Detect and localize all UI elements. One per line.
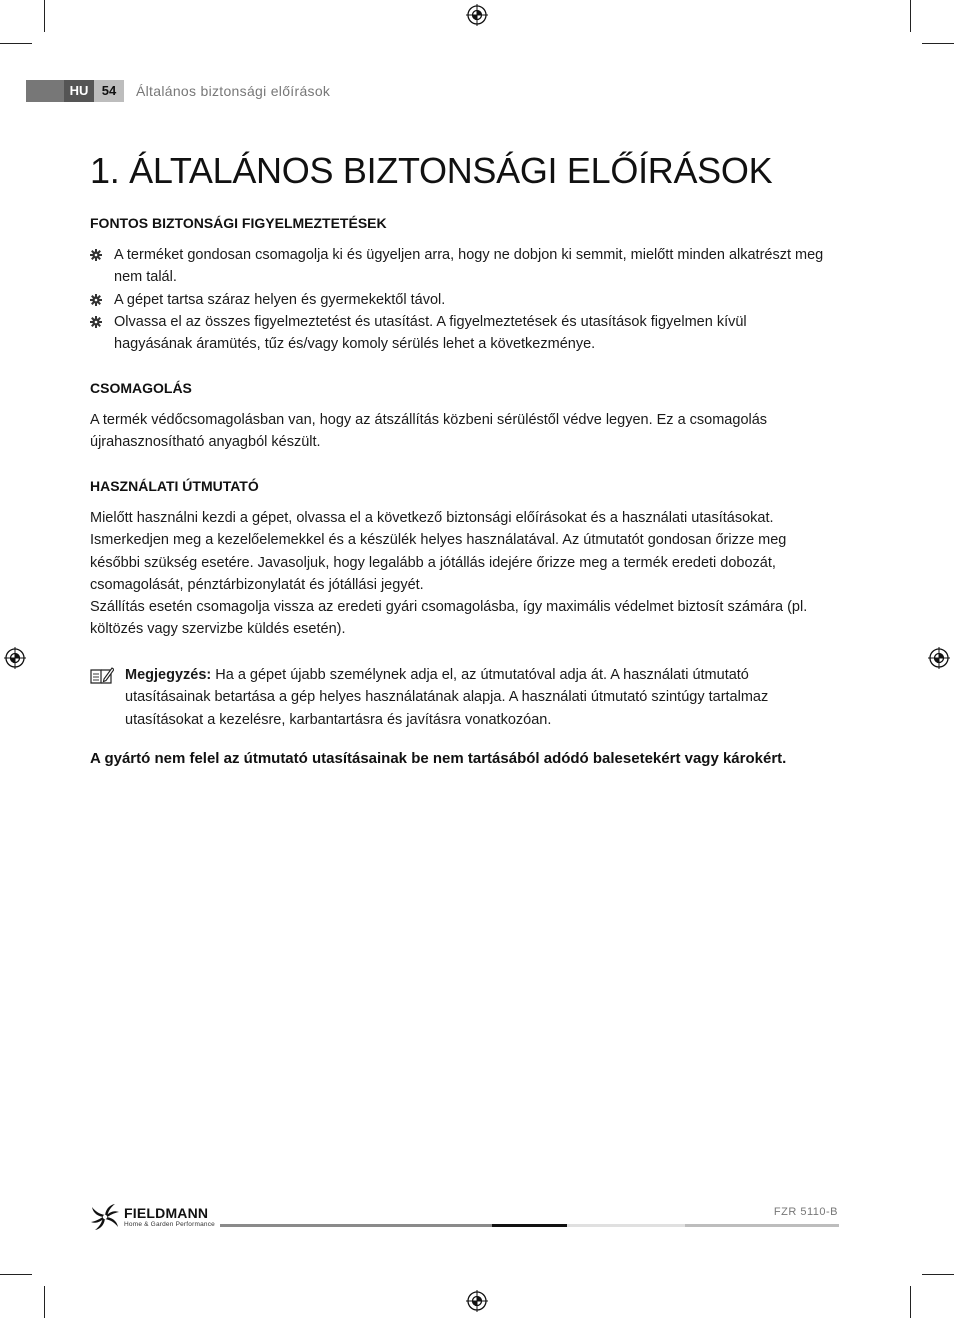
crop-mark [0, 43, 32, 44]
crop-mark [44, 0, 45, 32]
list-item [90, 289, 825, 311]
footer-line [492, 1224, 567, 1227]
list-item-text: Olvassa el az összes figyelmeztetést és utasítást. A figyelmeztetések és utasítások figyelmen kívül hagyásának áramütés, tűz és/vagy komoly sérülés lehet a következménye. [114, 313, 747, 353]
footer-line [685, 1224, 839, 1227]
registration-mark-icon [466, 4, 488, 26]
page-number: 54 [94, 80, 124, 102]
header-bar [26, 80, 64, 102]
footer-line [220, 1224, 492, 1227]
list-item-text: A gépet tartsa száraz helyen és gyermekektől távol. [114, 291, 446, 308]
brand-tagline: Home & Garden Performance [124, 1221, 215, 1228]
fieldmann-swirl-logo-icon [90, 1202, 120, 1232]
manual-text [90, 507, 820, 641]
crop-mark [910, 0, 911, 32]
list-item [90, 244, 825, 289]
note-body: Ha a gépet újabb személynek adja el, az útmutatóval adja át. A használati útmutató utasításainak betartása a gép helyes használatának alapja. A használati útmutató szintúgy tartalmaz utasításokat a kezelésre, karbantartásra és javításra vonatkozóan. [125, 667, 769, 728]
running-header-title: Általános biztonsági előírások [136, 83, 331, 99]
note-pencil-icon [90, 666, 114, 684]
list-item-text: A terméket gondosan csomagolja ki és ügyeljen arra, hogy ne dobjon ki semmit, mielőtt minden alkatrészt meg nem talál. [114, 247, 824, 286]
registration-mark-icon [4, 647, 26, 669]
gear-bullet-icon [90, 316, 102, 328]
model-number: FZR 5110-B [773, 1206, 838, 1218]
manual-paragraph: Szállítás esetén csomagolja vissza az eredeti gyári csomagolásba, így maximális védelmet biztosít számára (pl. költözés vagy szervizbe küldés esetén). [90, 599, 808, 638]
registration-mark-icon [928, 647, 950, 669]
manual-paragraph: Mielőtt használni kezdi a gépet, olvassa el a következő biztonsági előírásokat és a használati utasításokat. Ismerkedjen meg a kezelőelemekkel és a készülék helyes használatával. Az útmutatót gondosan őrizze meg későbbi szükség esetére. Javasoljuk, hogy legalább a jótállás idejére őrizze meg a termék eredeti dobozát, csomagolását, pénztárbizonylatát és jótállási jegyét. [90, 510, 787, 593]
crop-mark [922, 43, 954, 44]
list-item [90, 311, 825, 356]
gear-bullet-icon [90, 294, 102, 306]
gear-bullet-icon [90, 249, 102, 261]
footer-line [567, 1224, 685, 1227]
section-heading-warnings: FONTOS BIZTONSÁGI FIGYELMEZTETÉSEK [90, 215, 387, 231]
note-text [125, 664, 825, 731]
page-title: 1. ÁLTALÁNOS BIZTONSÁGI ELŐÍRÁSOK [90, 150, 773, 191]
brand-name: FIELDMANN [124, 1205, 209, 1221]
section-heading-manual: HASZNÁLATI ÚTMUTATÓ [90, 478, 259, 494]
manufacturer-disclaimer: A gyártó nem felel az útmutató utasításainak be nem tartásából adódó balesetekért vagy károkért. [90, 750, 787, 767]
note-block [90, 664, 825, 731]
crop-mark [44, 1286, 45, 1318]
note-label: Megjegyzés: [125, 667, 212, 683]
brand-logo [90, 1200, 220, 1234]
packaging-text: A termék védőcsomagolásban van, hogy az átszállítás közbeni sérüléstől védve legyen. Ez a csomagolás újrahasznosítható anyagból készült. [90, 412, 768, 451]
crop-mark [910, 1286, 911, 1318]
language-badge: HU [64, 80, 94, 102]
warnings-list [90, 244, 825, 355]
section-heading-packaging: CSOMAGOLÁS [90, 380, 192, 396]
registration-mark-icon [466, 1290, 488, 1312]
crop-mark [922, 1274, 954, 1275]
crop-mark [0, 1274, 32, 1275]
